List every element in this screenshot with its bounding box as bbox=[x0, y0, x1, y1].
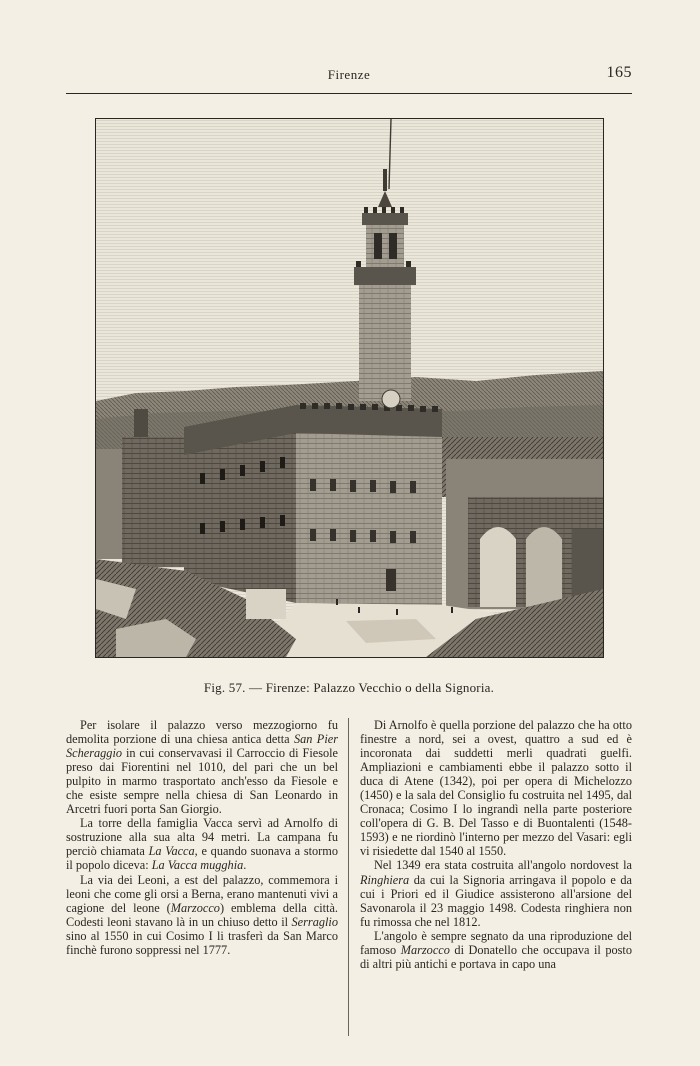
text-run: , e quando suonava a stormo il popolo diceva: bbox=[66, 844, 338, 873]
text-run: in cui conservavasi il Carroccio di Fiesole preso dai Fiorentini nel 1010, del pari che un bel pulpito in marmo trasportato anch'esso da Fiesole e che esiste sempre nella chiesa di San Leonardo in Arcetri fuori porta San Giorgio. bbox=[66, 746, 338, 817]
text-run: ) emblema della città. Codesti leoni stavano là in un chiuso detto il bbox=[66, 900, 338, 929]
text-run: di Donatello che occupava il posto di altri più antichi e portava in capo una bbox=[360, 942, 632, 971]
paragraph bbox=[66, 816, 338, 872]
italic-term: La Vacca bbox=[148, 844, 195, 859]
text-run: Nel 1349 era stata costruita all'angolo nordovest la bbox=[374, 858, 632, 873]
text-column-left bbox=[66, 718, 338, 957]
text-run: La via dei Leoni, a est del palazzo, commemora i leoni che come gli orsi a Berna, erano mantenuti vivi a cagione del leone ( bbox=[66, 872, 338, 915]
running-head bbox=[66, 62, 632, 90]
text-run: Di Arnolfo è quella porzione del palazzo che ha otto finestre a nord, sei a ovest, quattro a sud ed è incoronata dai suddetti merli quadrati guelfi. Ampliazioni e cambiamenti ebbe il palazzo sotto il duca di Atene (1342), poi per opera di Michelozzo (1450) e la sala del Consiglio fu costruita nel 1495, dal Cronaca; Cosimo I lo ingrandì nella parte posteriore coll'opera di G. B. Del Tasso e di Buontalenti (1548-1593) e ne riordinò l'interno per mezzo del Vasari: egli vi risiedette dal 1540 al 1550. bbox=[360, 718, 632, 859]
palazzo-vecchio-engraving bbox=[96, 119, 603, 657]
text-run: da cui la Signoria arringava il popolo e da cui i Priori ed il Giudice assisterono all'arsione del Savonarola il 23 maggio 1498. Codesta ringhiera non fu rimossa che nel 1812. bbox=[360, 872, 632, 929]
text-run: Per isolare il palazzo verso mezzogiorno fu demolita porzione di una chiesa antica detta bbox=[66, 718, 338, 747]
italic-term: Serraglio bbox=[291, 914, 338, 929]
page-number: 165 bbox=[606, 64, 632, 81]
italic-term: San Pier Scheraggio bbox=[66, 732, 338, 761]
paragraph bbox=[360, 858, 632, 928]
paragraph bbox=[360, 929, 632, 971]
text-run: . bbox=[243, 858, 247, 873]
column-divider bbox=[348, 718, 349, 1036]
text-run: La torre della famiglia Vacca servì ad Arnolfo di sostruzione alla sua alta 94 metri. La campana fu perciò chiamata bbox=[66, 816, 338, 859]
text-column-right bbox=[360, 718, 632, 971]
text-run: L'angolo è sempre segnato da una riproduzione del famoso bbox=[360, 928, 632, 957]
paragraph bbox=[66, 873, 338, 957]
italic-term: Marzocco bbox=[170, 900, 220, 915]
figure-caption: Fig. 57. — Firenze: Palazzo Vecchio o della Signoria. bbox=[203, 680, 495, 695]
figure-illustration bbox=[95, 118, 604, 658]
italic-term: La Vacca mugghia bbox=[151, 858, 244, 873]
paragraph bbox=[360, 718, 632, 858]
running-title: Firenze bbox=[327, 67, 371, 82]
text-run: sino al 1550 in cui Cosimo I li trasferì da San Marco finchè furono soppressi nel 1777. bbox=[66, 928, 338, 957]
header-rule bbox=[66, 93, 632, 94]
italic-term: Ringhiera bbox=[360, 872, 410, 887]
italic-term: Marzocco bbox=[400, 942, 450, 957]
paragraph bbox=[66, 718, 338, 816]
